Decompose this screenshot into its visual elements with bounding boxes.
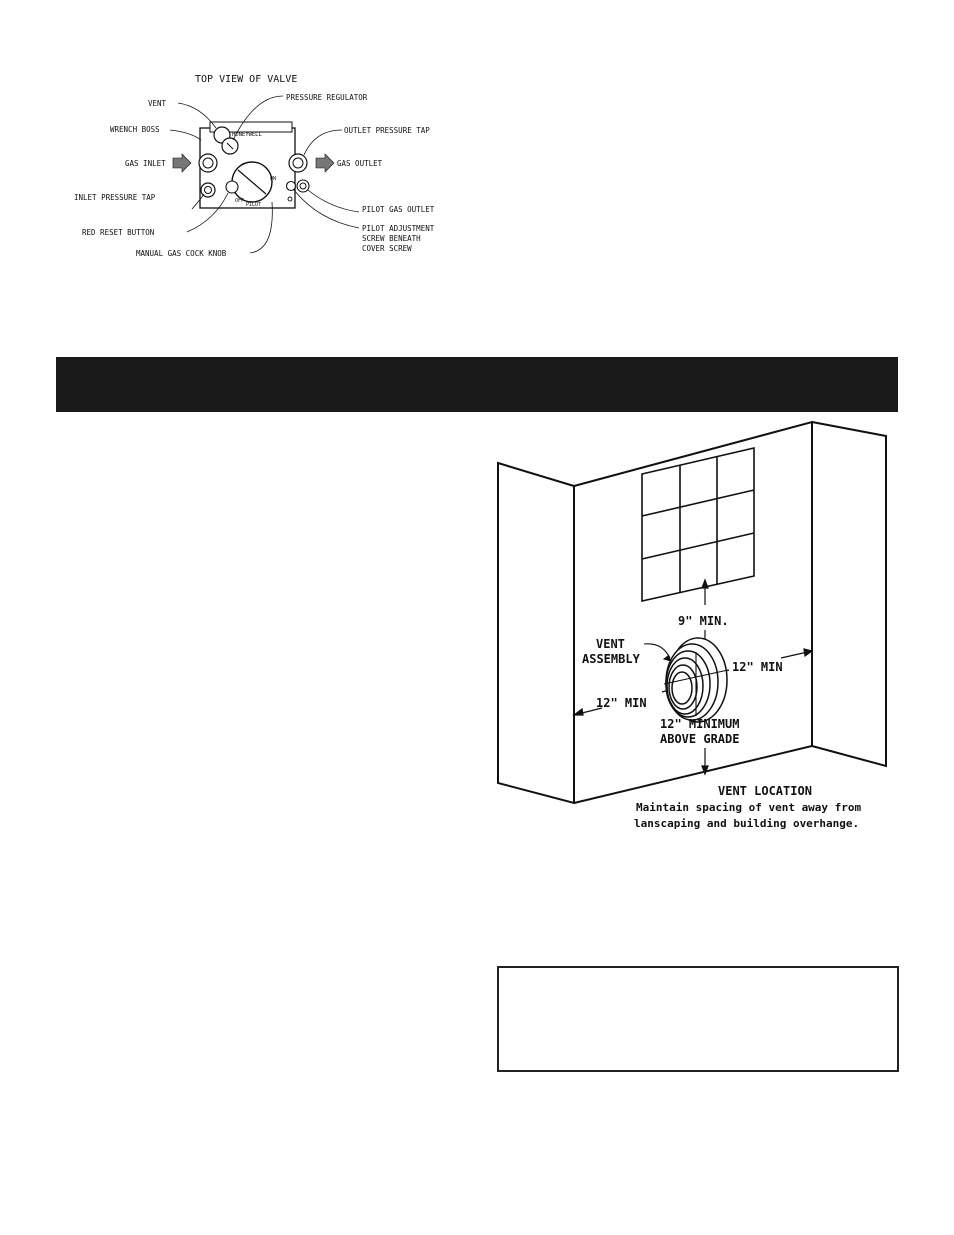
- knob-pilot-mark: PILOT: [246, 202, 262, 208]
- label-wrench-boss: WRENCH BOSS: [110, 125, 160, 134]
- label-pilot-adjustment-line-1: PILOT ADJUSTMENT: [362, 224, 435, 233]
- label-pilot-adjustment-line-2: SCREW BENEATH: [362, 234, 421, 243]
- pilot-adjustment-screw: [287, 182, 296, 191]
- right-wall: [812, 422, 886, 766]
- gas-outlet-fitting: [289, 154, 307, 172]
- left-wall: [498, 463, 574, 803]
- label-inlet-pressure-tap: INLET PRESSURE TAP: [74, 193, 156, 202]
- red-reset-button: [226, 181, 238, 193]
- label-vent-assembly-line-2: ASSEMBLY: [582, 652, 640, 666]
- vent-diagram-caption-line-1: Maintain spacing of vent away from: [636, 801, 862, 814]
- label-right-clearance: 12" MIN: [732, 660, 783, 674]
- note-box: [497, 966, 899, 1072]
- label-vent-assembly-line-1: VENT: [596, 637, 625, 651]
- valve-diagram-title: TOP VIEW OF VALVE: [195, 74, 298, 85]
- pilot-gas-outlet: [297, 180, 309, 192]
- vent-diagram-caption-title: VENT LOCATION: [718, 784, 812, 798]
- label-grade-clearance-line-1: 12" MINIMUM: [660, 717, 740, 731]
- vent-location-diagram: [492, 418, 904, 838]
- label-grade-clearance-line-2: ABOVE GRADE: [660, 732, 740, 746]
- label-pilot-gas-outlet: PILOT GAS OUTLET: [362, 205, 435, 214]
- label-outlet-pressure-tap: OUTLET PRESSURE TAP: [344, 126, 430, 135]
- valve-top-view-diagram: [60, 60, 460, 270]
- gas-inlet-arrow-icon: [173, 154, 191, 172]
- label-pressure-regulator: PRESSURE REGULATOR: [286, 93, 368, 102]
- label-red-reset-button: RED RESET BUTTON: [82, 228, 155, 237]
- label-vent: VENT: [148, 99, 167, 108]
- label-manual-gas-cock-knob: MANUAL GAS COCK KNOB: [136, 249, 227, 258]
- knob-on-mark: ON: [270, 176, 277, 182]
- gas-outlet-arrow-icon: [316, 154, 334, 172]
- label-gas-outlet: GAS OUTLET: [337, 159, 383, 168]
- gas-inlet-fitting: [199, 154, 217, 172]
- knob-off-mark: OFF: [235, 198, 245, 204]
- valve-brand-label: HONEYWELL: [232, 132, 262, 138]
- section-header-bar: [56, 357, 898, 412]
- label-window-clearance: 9" MIN.: [678, 614, 729, 628]
- vent-diagram-caption-line-2: lanscaping and building overhange.: [634, 817, 860, 830]
- label-gas-inlet: GAS INLET: [125, 159, 166, 168]
- label-left-clearance: 12" MIN: [596, 696, 647, 710]
- label-pilot-adjustment-line-3: COVER SCREW: [362, 244, 412, 253]
- window: [642, 448, 754, 601]
